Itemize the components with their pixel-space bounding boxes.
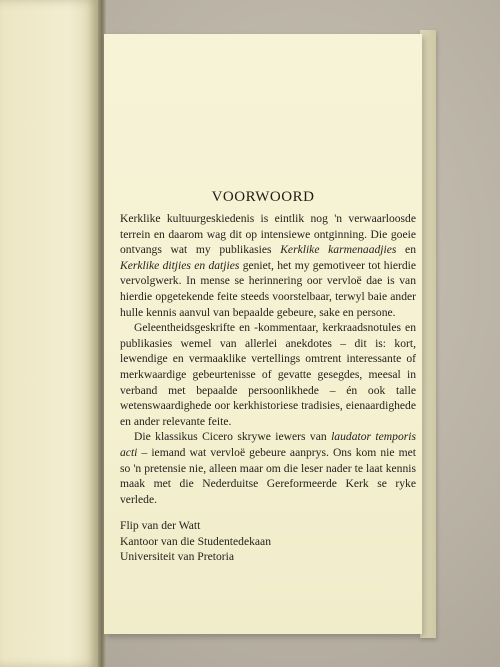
text-run: Kerklike kultuurgeskiedenis is eintlik nog 'n verwaarloosde terrein en daarom wag dit op intensiewe ontginning. Die goeie ontvangs wat my publikasies	[120, 212, 416, 257]
italic-run: Kerklike ditjies en datjies	[120, 258, 240, 272]
text-run: Die klassikus Cicero skrywe iewers van	[134, 430, 332, 444]
left-facing-page	[0, 0, 98, 667]
signature-office: Kantoor van die Studentedekaan	[120, 534, 271, 548]
page-title: VOORWOORD	[211, 189, 315, 205]
foreword-body	[120, 211, 416, 507]
signature-name: Flip van der Watt	[120, 519, 201, 532]
signature-block	[120, 518, 416, 565]
italic-run: laudator temporis acti	[120, 430, 416, 459]
italic-run: Kerklike karmenaadjies	[280, 243, 397, 257]
text-run: en	[396, 243, 416, 257]
text-run: – iemand wat vervloë gebeure aanprys. Ons kom nie met so 'n pretensie nie, alleen maar om die leser nader te laat kennis maak met die Nederduitse Gereformeerde Kerk se ryke verlede.	[120, 445, 416, 506]
paragraph	[120, 211, 416, 320]
text-run: geniet, het my gemotiveer tot hierdie vervolgwerk. In mense se herinnering oor vervloë dae is van hierdie opgetekende feite steeds voorstelbaar, terwyl baie ander hulle kennis aanvul van bepaalde gebeure, sake en persone.	[120, 258, 416, 319]
signature-university: Universiteit van Pretoria	[120, 550, 234, 564]
book-page	[104, 34, 422, 634]
paragraph	[120, 429, 416, 507]
book-cover-edge	[420, 30, 436, 638]
text-run: Geleentheidsgeskrifte en -kommentaar, kerkraadsnotules en publikasies wemel van allerlei anekdotes – dit is: kort, lewendige en vermaaklike vertellings omtrent interessante of merkwaardige gebeurtenisse of gevatte gesegdes, meesal in verband met bepaalde persoonlikhede – én ook talle wetenswaardighede oor kerkhistoriese tradisies, eienaardighede en ander relevante feite.	[120, 321, 416, 428]
paragraph	[120, 320, 416, 429]
